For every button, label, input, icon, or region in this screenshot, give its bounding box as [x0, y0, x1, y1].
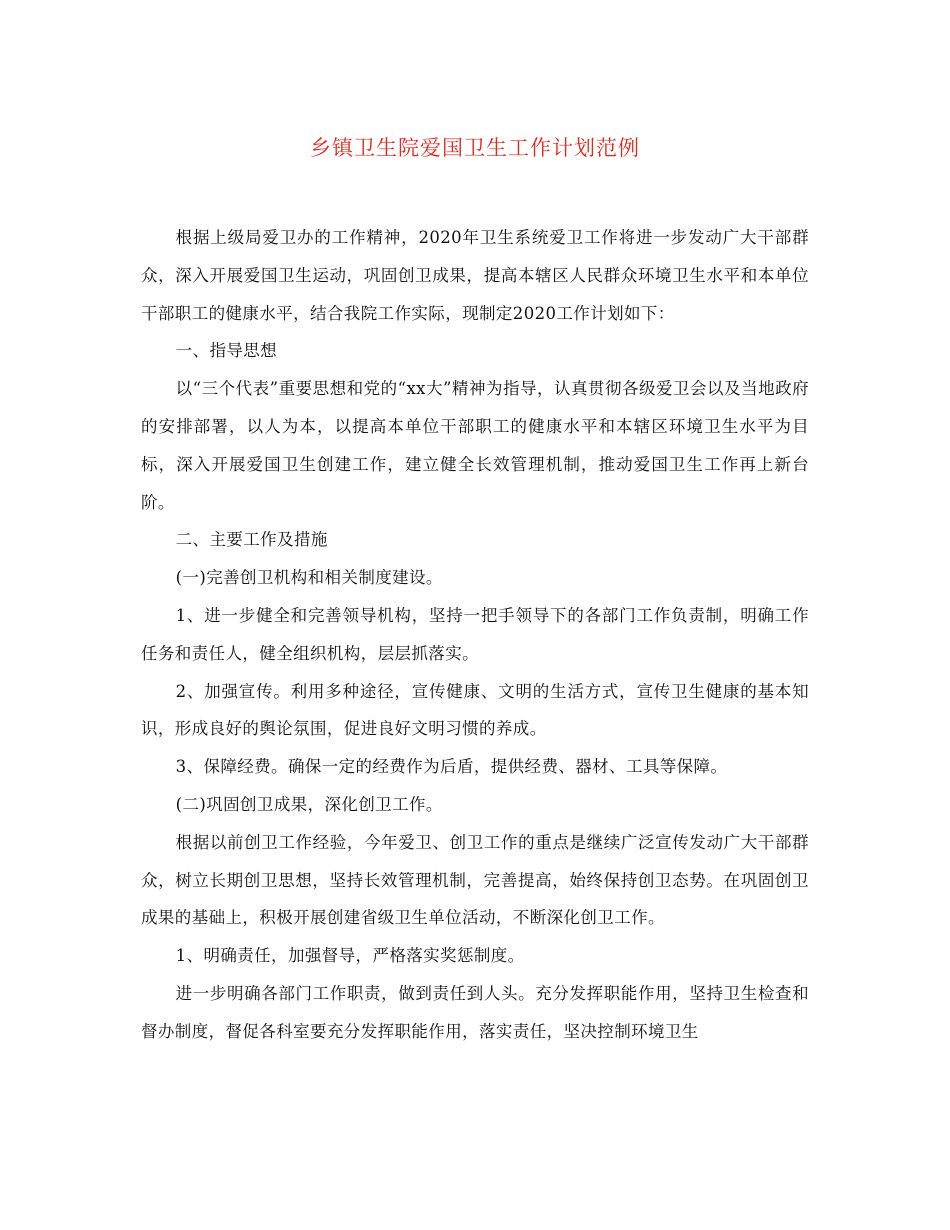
heading-guiding-thought: 一、指导思想 — [175, 341, 278, 361]
subheading-consolidate: (二)巩固创卫成果，深化创卫工作。 — [175, 794, 443, 814]
heading-main-work: 二、主要工作及措施 — [175, 530, 328, 550]
paragraph-responsibility: 进一步明确各部门工作职责，做到责任到人头。充分发挥职能作用，坚持卫生检查和督办制度，督促各科室要充分发挥职能作用，落实责任，坚决控制环境卫生 — [141, 983, 809, 1041]
paragraph-consolidate: 根据以前创卫工作经验，今年爱卫、创卫工作的重点是继续广泛宣传发动广大干部群众，树立长期创卫思想，坚持长效管理机制，完善提高，始终保持创卫态势。在巩固创卫成果的基础上，积极开展创建省级卫生单位活动，不断深化创卫工作。 — [141, 832, 809, 928]
subheading-institution: (一)完善创卫机构和相关制度建设。 — [175, 568, 443, 588]
document-title: 乡镇卫生院爱国卫生工作计划范例 — [310, 136, 640, 160]
paragraph-item-1: 1、进一步健全和完善领导机构，坚持一把手领导下的各部门工作负责制，明确工作任务和责任人，健全组织机构，层层抓落实。 — [141, 605, 809, 663]
paragraph-guiding-thought: 以“三个代表”重要思想和党的“xx大”精神为指导，认真贯彻各级爱卫会以及当地政府的安排部署，以人为本，以提高本单位干部职工的健康水平和本辖区环境卫生水平为目标，深入开展爱国卫生创建工作，建立健全长效管理机制，推动爱国卫生工作再上新台阶。 — [141, 379, 809, 512]
paragraph-intro: 根据上级局爱卫办的工作精神，2020年卫生系统爱卫工作将进一步发动广大干部群众，深入开展爱国卫生运动，巩固创卫成果，提高本辖区人民群众环境卫生水平和本单位干部职工的健康水平，结合我院工作实际，现制定2020工作计划如下： — [141, 228, 809, 323]
paragraph-item-2: 2、加强宣传。利用多种途径，宣传健康、文明的生活方式，宣传卫生健康的基本知识，形成良好的舆论氛围，促进良好文明习惯的养成。 — [141, 681, 809, 739]
paragraph-responsibility-heading: 1、明确责任，加强督导，严格落实奖惩制度。 — [175, 946, 525, 966]
document-body — [141, 219, 809, 1051]
paragraph-item-3: 3、保障经费。确保一定的经费作为后盾，提供经费、器材、工具等保障。 — [175, 757, 728, 777]
